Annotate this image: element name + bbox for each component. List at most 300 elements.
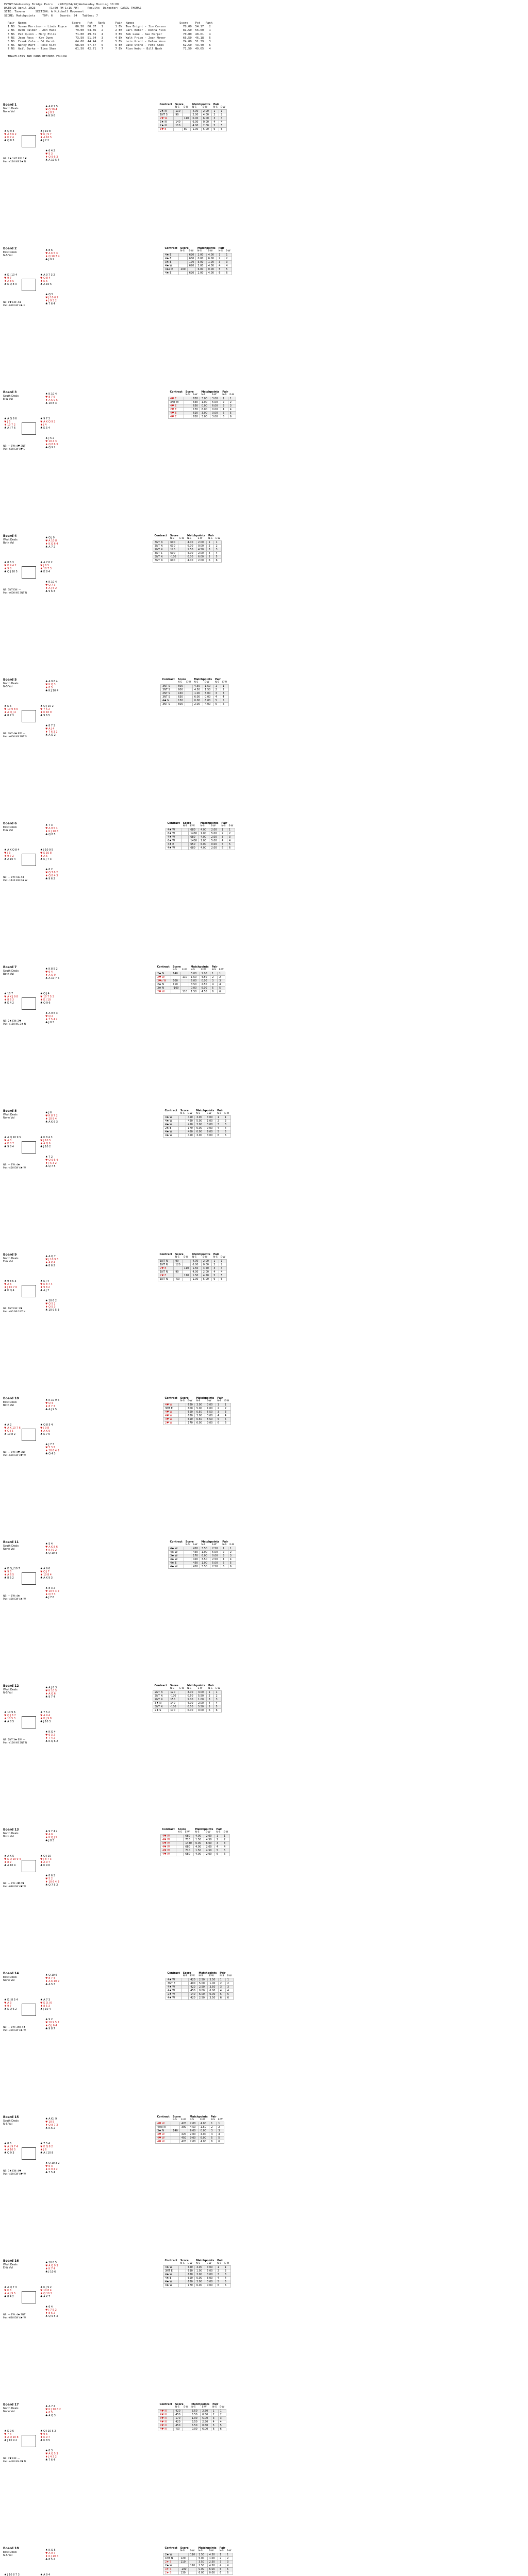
table-cell — [179, 1407, 186, 1411]
table-cell: 3.00 — [194, 2266, 205, 2269]
suit-holding: ♦ A 10 5 — [4, 2148, 16, 2151]
table-cell: 1 — [216, 1116, 223, 1120]
table-cell: 3.50 — [189, 983, 200, 987]
table-row — [169, 1547, 236, 1551]
table-cell: 4♠ W — [163, 1120, 179, 1123]
suit-holding: ♠ 7 5 2 — [40, 1711, 50, 1714]
table-cell — [185, 692, 192, 696]
table-cell: 4♠ W — [163, 2266, 179, 2269]
table-cell: 650 — [189, 843, 199, 846]
table-cell: 420 — [189, 1986, 197, 1989]
table-cell — [176, 1842, 184, 1845]
table-cell: 1NT N — [158, 1260, 174, 1263]
table-cell: 4♠x N — [156, 2126, 171, 2129]
table-cell — [185, 703, 192, 706]
table-cell: 1 — [217, 2122, 224, 2126]
table-cell: 140 — [174, 121, 183, 124]
suit-holding: ♠ J 10 9 5 — [40, 849, 54, 852]
hand-east — [40, 417, 55, 430]
hand-east — [40, 1998, 52, 2011]
table-cell: 0.00 — [197, 1989, 207, 1993]
foot-line: Par: +600 NS 3NT S — [3, 735, 27, 738]
table-cell: 1.50 — [194, 1838, 204, 1842]
board-block — [3, 1828, 524, 1900]
table-cell: 1NT N — [163, 2557, 179, 2561]
table-row — [169, 401, 236, 404]
table-cell: 6 — [212, 1278, 219, 1281]
col-matchpoints: Matchpoints — [189, 2115, 208, 2119]
table-cell — [178, 1702, 186, 1705]
table-cell: 1 — [207, 1691, 214, 1694]
table-row — [166, 846, 235, 850]
table-cell: 2.00 — [209, 836, 220, 839]
compass-box — [22, 279, 36, 291]
table-cell — [187, 268, 196, 272]
table-cell: 2 — [210, 976, 218, 979]
table-row — [156, 983, 225, 987]
table-row — [166, 828, 235, 832]
table-cell: 2♠ E — [163, 1127, 179, 1130]
suit-holding: ♥ A 6 — [4, 1283, 12, 1286]
header-line: EVENT:Wednesday Bridge Pairs (2023/04/26)Wednesday Morning 10:00 — [4, 3, 133, 6]
table-row — [153, 1702, 222, 1705]
table-cell: 1 — [223, 2266, 230, 2269]
foot-line: NS: — EW: 4♠ 3NT — [3, 2314, 26, 2316]
subheader-cell: E-W — [209, 1975, 214, 1977]
col-score: Score — [185, 391, 194, 394]
table-cell: 4 — [214, 1702, 222, 1705]
suit-holding: ♥ 6 4 — [45, 971, 53, 974]
col-contract: Contract — [162, 1828, 175, 1831]
table-cell: 4♠ W — [163, 2280, 179, 2284]
hand-west — [4, 2142, 18, 2155]
table-cell — [179, 261, 188, 264]
table-cell: 6 — [218, 2571, 225, 2575]
table-cell: 6.00 — [200, 408, 210, 412]
makeable-contracts — [3, 2314, 109, 2320]
suit-holding: ♥ 9 7 — [4, 277, 12, 280]
table-cell: 6 — [217, 272, 224, 275]
table-row — [161, 1849, 230, 1853]
table-cell — [179, 2129, 188, 2133]
table-cell: 150 — [176, 692, 185, 696]
table-cell: 4.50 — [204, 1838, 214, 1842]
table-cell: 3.00 — [194, 1116, 205, 1120]
hand-east — [40, 2286, 52, 2298]
table-cell: 5 — [214, 1705, 222, 1709]
board-title: Board 6 — [3, 822, 17, 825]
table-cell: 6.00 — [200, 987, 210, 990]
table-cell: 5 — [225, 2568, 233, 2571]
table-cell: 2.00 — [209, 846, 220, 850]
table-cell — [188, 2557, 197, 2561]
suit-holding: ♣ 9 6 3 — [45, 590, 55, 593]
col-score: Score — [175, 103, 184, 106]
dealer: South Deals — [3, 2120, 19, 2123]
table-row — [163, 1403, 231, 1407]
subheader-cell: N-S — [201, 1544, 206, 1546]
suit-holding: ♠ K Q 4 — [45, 1731, 56, 1734]
table-cell: 1.00 — [206, 261, 217, 264]
table-cell: 5.00 — [209, 839, 220, 843]
suit-holding: ♣ 7 6 4 — [45, 302, 55, 306]
subheader-cell: E-W — [210, 825, 216, 827]
board-block — [3, 1397, 524, 1469]
table-cell: 4 — [212, 121, 219, 124]
subheader-cell: N-S — [180, 2550, 185, 2552]
table-cell: 5.00 — [201, 1278, 211, 1281]
suit-holding: ♦ A 5 — [40, 855, 48, 858]
suit-holding: ♠ Q J 10 — [40, 1855, 52, 1858]
header-line: 2 NS Ruth Palmer - Ann Hale 79.00 54.86 2 2 EW Carl Weber - Donna Fisk 81.50 56.60 1 — [4, 29, 211, 32]
board-block — [3, 247, 524, 319]
vulnerability: E-W Vul — [3, 1260, 13, 1263]
hand-record — [3, 1109, 111, 1181]
col-matchpoints: Matchpoints — [199, 1972, 217, 1975]
table-cell: 3 — [217, 2129, 224, 2133]
table-row — [161, 1835, 230, 1838]
suit-holding: ♠ A K 5 — [4, 1855, 14, 1858]
table-cell: 5 — [228, 412, 236, 415]
table-cell: 3.00 — [194, 1123, 205, 1127]
suit-holding: ♥ 8 7 4 — [45, 1977, 55, 1980]
table-cell — [178, 552, 186, 555]
table-row — [163, 2266, 231, 2269]
table-cell: 5.50 — [190, 2413, 200, 2417]
table-cell: 110 — [182, 1267, 191, 1270]
table-cell: 680 — [184, 1835, 194, 1838]
foot-line: Par: +110 NS 2♠ N — [3, 160, 26, 163]
table-cell: 0.00 — [201, 121, 211, 124]
table-cell: 680 — [184, 1845, 194, 1849]
table-cell: 4♥ W — [161, 1838, 176, 1842]
table-cell: 2.00 — [196, 253, 206, 257]
table-row — [156, 990, 225, 994]
subheader-cell: E-W — [190, 1975, 195, 1977]
table-cell: 140 — [171, 972, 180, 976]
suit-holding: ♣ J 9 2 — [45, 258, 55, 261]
table-cell: 6.00 — [191, 1263, 201, 1267]
table-cell: 2 — [218, 976, 225, 979]
table-cell: 6.00 — [201, 117, 211, 121]
table-cell: 5.00 — [210, 1551, 221, 1554]
table-row — [163, 2280, 231, 2284]
suit-holding: ♦ A 10 5 — [40, 136, 52, 139]
compass-box — [22, 1141, 36, 1154]
table-cell: 3 — [216, 1411, 223, 1414]
suit-holding: ♣ J 10 9 2 — [4, 2439, 18, 2442]
suit-holding: ♠ K 9 6 — [4, 2430, 14, 2433]
table-cell: 4.50 — [188, 2126, 199, 2129]
col-pair: Pair — [222, 1540, 228, 1544]
board-title: Board 13 — [3, 1828, 19, 1832]
subheader-cell: E-W — [190, 825, 195, 827]
traveller-table — [166, 822, 235, 850]
table-cell: 6 — [218, 990, 225, 994]
table-cell: 420 — [174, 2410, 183, 2413]
table-cell: 4♥ E — [169, 415, 184, 419]
hand-record — [3, 965, 111, 1038]
table-cell: 6 — [225, 1996, 233, 2000]
suit-holding: ♣ A 10 4 — [4, 1864, 16, 1867]
subheader-cell: E-W — [223, 1831, 228, 1834]
suit-holding: ♣ J 10 2 — [40, 1145, 51, 1148]
col-pair: Pair — [213, 1253, 219, 1256]
suit-holding: ♣ A K 9 3 — [40, 1577, 53, 1580]
subheader-cell: E-W — [206, 2262, 211, 2265]
table-cell — [182, 843, 189, 846]
table-cell: 3NT S — [161, 703, 176, 706]
table-cell: 4.00 — [186, 1702, 196, 1705]
table-cell: 4 — [213, 696, 221, 699]
suit-holding: ♦ A J 9 5 — [4, 2292, 16, 2295]
table-cell: 5 — [218, 2424, 226, 2428]
table-cell: 5.50 — [205, 1411, 216, 1414]
suit-holding: ♦ 8 5 3 — [40, 2005, 50, 2008]
board-meta — [3, 1545, 19, 1551]
table-cell: 2 — [214, 1694, 222, 1698]
col-score: Score — [177, 1828, 186, 1831]
hand-north — [45, 1399, 59, 1411]
hand-north — [45, 2261, 58, 2274]
suit-holding: ♦ Q 7 3 — [45, 1593, 56, 1596]
header-line: 6 NS Nancy Hart - Rose Kirk 68.50 47.57 5 6 EW Dave Stone - Pete Ames 62.50 43.40 6 — [4, 44, 211, 47]
table-cell: 2 — [223, 1120, 230, 1123]
table-cell: 5.00 — [210, 401, 221, 404]
table-cell: 4 — [217, 264, 224, 268]
table-cell: 0.00 — [210, 1554, 221, 1558]
table-cell: 4♥ N — [158, 2424, 174, 2428]
table-cell: 2 — [220, 832, 227, 836]
table-cell: 5 — [218, 2568, 225, 2571]
table-cell: 3NT S — [161, 696, 176, 699]
subheader-cell: E-W — [227, 1975, 232, 1977]
dealer: North Deals — [3, 107, 19, 110]
subheader-cell: E-W — [187, 1400, 192, 1402]
makeable-contracts — [3, 1164, 109, 1170]
table-cell: 110 — [188, 2553, 197, 2557]
table-cell: 4.00 — [206, 264, 217, 268]
table-cell — [182, 124, 191, 128]
table-cell: 4.00 — [206, 253, 217, 257]
suit-holding: ♥ J 8 7 3 — [40, 1858, 52, 1861]
table-cell: 5.50 — [190, 2424, 200, 2428]
compass-box — [22, 422, 36, 435]
table-cell: 2 — [207, 545, 214, 548]
table-row — [161, 692, 229, 696]
table-cell: 620 — [191, 412, 200, 415]
col-score: Score — [180, 2547, 189, 2550]
suit-holding: ♥ J 10 9 3 — [45, 1258, 59, 1261]
table-cell: 5 — [225, 1993, 233, 1996]
suit-holding: ♥ A K 10 7 6 — [4, 1427, 21, 1430]
table-cell: 5 — [218, 1993, 225, 1996]
table-cell: 1.00 — [199, 832, 209, 836]
table-cell: 0.50 — [186, 1694, 196, 1698]
table-cell: 420 — [189, 1996, 197, 2000]
col-matchpoints: Matchpoints — [195, 1828, 213, 1831]
col-pair: Pair — [211, 965, 218, 969]
table-cell: 5 — [207, 555, 214, 559]
table-cell: 2.00 — [204, 1845, 214, 1849]
table-cell: 4 — [214, 552, 222, 555]
table-cell: 3 — [210, 979, 218, 983]
table-cell: 6.00 — [207, 2568, 218, 2571]
table-cell: 5 — [217, 2137, 224, 2140]
suit-holding: ♠ A 9 6 — [40, 1567, 51, 1570]
table-row — [169, 408, 236, 412]
table-cell — [176, 1845, 184, 1849]
table-cell — [180, 979, 189, 983]
board-block — [3, 534, 524, 606]
table-cell — [179, 253, 188, 257]
subheader-cell: E-W — [205, 1831, 210, 1834]
suit-holding: ♥ A 9 7 — [45, 2552, 56, 2555]
table-cell: 4.00 — [199, 2122, 209, 2126]
foot-line: NS: — EW: 3NT 4♠ — [3, 2026, 26, 2029]
table-cell: 2♦ S — [163, 2571, 179, 2575]
table-cell: 6 — [228, 415, 236, 419]
vulnerability: N-S Vul — [3, 2123, 12, 2126]
suit-holding: ♠ Q 5 — [45, 293, 53, 296]
suit-holding: ♠ A Q 10 9 5 — [4, 1136, 21, 1139]
table-row — [158, 117, 227, 121]
col-matchpoints: Matchpoints — [197, 247, 216, 250]
compass-box — [22, 2147, 36, 2160]
subheader-cell: E-W — [184, 2406, 189, 2409]
hand-west — [4, 1136, 21, 1148]
suit-holding: ♥ 10 4 3 — [45, 440, 57, 443]
table-cell: 2♠ N — [158, 124, 174, 128]
traveller-table — [168, 1540, 236, 1569]
suit-holding: ♥ A J 4 — [45, 727, 55, 731]
table-cell: 600 — [176, 703, 185, 706]
suit-holding: ♥ A 9 5 4 — [45, 827, 58, 830]
table-cell: 650 — [186, 1418, 195, 1421]
makeable-contracts — [3, 1595, 109, 1601]
table-cell: 4 — [227, 839, 235, 843]
table-cell: 3NT N — [153, 541, 169, 545]
table-cell: 620 — [186, 1414, 195, 1418]
board-title: Board 4 — [3, 534, 17, 538]
suit-holding: ♦ A Q 10 8 — [4, 2436, 19, 2439]
board-title: Board 1 — [3, 103, 17, 107]
table-row — [158, 1278, 227, 1281]
makeable-contracts — [3, 589, 109, 595]
header-line: TRAVELLERS AND HAND RECORDS FOLLOW — [4, 55, 67, 58]
table-cell: 6 — [223, 1134, 230, 1138]
suit-holding: ♣ K J 7 3 — [40, 858, 52, 861]
subheader-cell: N-S — [201, 394, 206, 396]
subheader-cell: N-S — [198, 2550, 203, 2552]
table-cell: 4♥ E — [169, 404, 184, 408]
subheader-cell: N-S — [200, 825, 205, 827]
hand-west — [4, 2573, 20, 2576]
table-cell: 170 — [191, 1554, 200, 1558]
suit-holding: ♠ 8 6 — [4, 2142, 12, 2145]
suit-holding: ♥ K 8 7 4 — [40, 1283, 53, 1286]
suit-holding: ♠ A K Q 8 4 — [4, 849, 20, 852]
table-cell: 5 — [210, 987, 218, 990]
suit-holding: ♠ Q J 10 5 2 — [40, 2430, 56, 2433]
table-cell — [179, 1411, 186, 1414]
table-cell: 6 — [217, 2140, 224, 2144]
table-cell: 3 — [222, 1842, 229, 1845]
suit-holding: ♦ J 8 2 — [45, 111, 55, 114]
suit-holding: ♠ J 10 8 7 3 — [4, 2573, 20, 2576]
table-cell: 0.00 — [200, 979, 210, 983]
table-cell: 2♥ W — [163, 1421, 179, 1425]
subheader-cell: E-W — [189, 250, 194, 252]
traveller-table — [158, 103, 227, 131]
col-pair: Pair — [208, 534, 214, 537]
table-cell: 4 — [216, 1414, 223, 1418]
suit-holding: ♠ 6 4 2 — [45, 149, 55, 152]
table-cell: 4♥ W — [163, 1403, 179, 1407]
suit-holding: ♠ 8 3 — [45, 2449, 53, 2452]
table-cell — [179, 1127, 186, 1130]
suit-holding: ♣ K 4 2 — [4, 1002, 14, 1005]
table-cell: 2.00 — [196, 272, 206, 275]
table-row — [153, 552, 222, 555]
col-contract: Contract — [164, 1109, 177, 1112]
table-cell: 1.50 — [191, 1267, 201, 1270]
subheader-cell: N-S — [213, 1256, 218, 1259]
table-cell: 4♥ W — [156, 2122, 171, 2126]
suit-holding: ♠ 5 4 — [45, 1543, 53, 1546]
table-cell: 6.00 — [186, 1709, 196, 1713]
suit-holding: ♥ A K 8 6 — [45, 1546, 58, 1549]
table-cell: 5.00 — [203, 692, 213, 696]
table-cell: 6 — [214, 1709, 222, 1713]
table-cell: 6♠ W — [166, 839, 182, 843]
table-cell: 3.00 — [205, 1123, 216, 1127]
suit-holding: ♦ A K 4 — [45, 1261, 56, 1264]
suit-holding: ♥ 9 6 — [40, 2433, 48, 2436]
hand-west — [4, 2430, 19, 2442]
suit-holding: ♠ A 7 3 — [40, 1998, 51, 2002]
suit-holding: ♠ K J 4 — [40, 1280, 50, 1283]
table-cell: 3.50 — [208, 1986, 218, 1989]
subheader-cell: N-S — [222, 394, 227, 396]
table-row — [158, 1267, 227, 1270]
suit-holding: ♣ Q 9 2 — [45, 446, 56, 449]
table-cell — [179, 2284, 186, 2287]
table-cell: 6.00 — [194, 1127, 205, 1130]
table-cell — [171, 2122, 180, 2126]
subheader-cell: E-W — [182, 969, 187, 971]
table-cell: 4.00 — [203, 703, 213, 706]
vulnerability: Both Vul — [3, 1404, 14, 1407]
subheader-cell: E-W — [187, 2262, 192, 2265]
suit-holding: ♥ 10 9 5 2 — [45, 2021, 59, 2024]
table-cell: 1.00 — [200, 972, 210, 976]
table-cell: 3.50 — [200, 1565, 210, 1569]
table-cell: 4 — [219, 1270, 227, 1274]
table-cell: 3.50 — [190, 2420, 200, 2424]
table-cell: 3NT N — [153, 559, 169, 563]
header-line: SITE: Tavern SECTION: A Mitchell Movement — [4, 10, 91, 14]
board-block — [3, 103, 524, 175]
suit-holding: ♥ Q J 7 — [40, 1570, 50, 1573]
table-cell: 6 — [224, 272, 232, 275]
subheader-cell: E-W — [224, 1400, 229, 1402]
table-cell: 4.00 — [199, 836, 209, 839]
table-cell: 6.00 — [206, 257, 217, 261]
suit-holding: ♦ K Q 6 4 — [45, 543, 58, 546]
table-row — [153, 1698, 222, 1702]
makeable-contracts — [3, 1739, 109, 1745]
